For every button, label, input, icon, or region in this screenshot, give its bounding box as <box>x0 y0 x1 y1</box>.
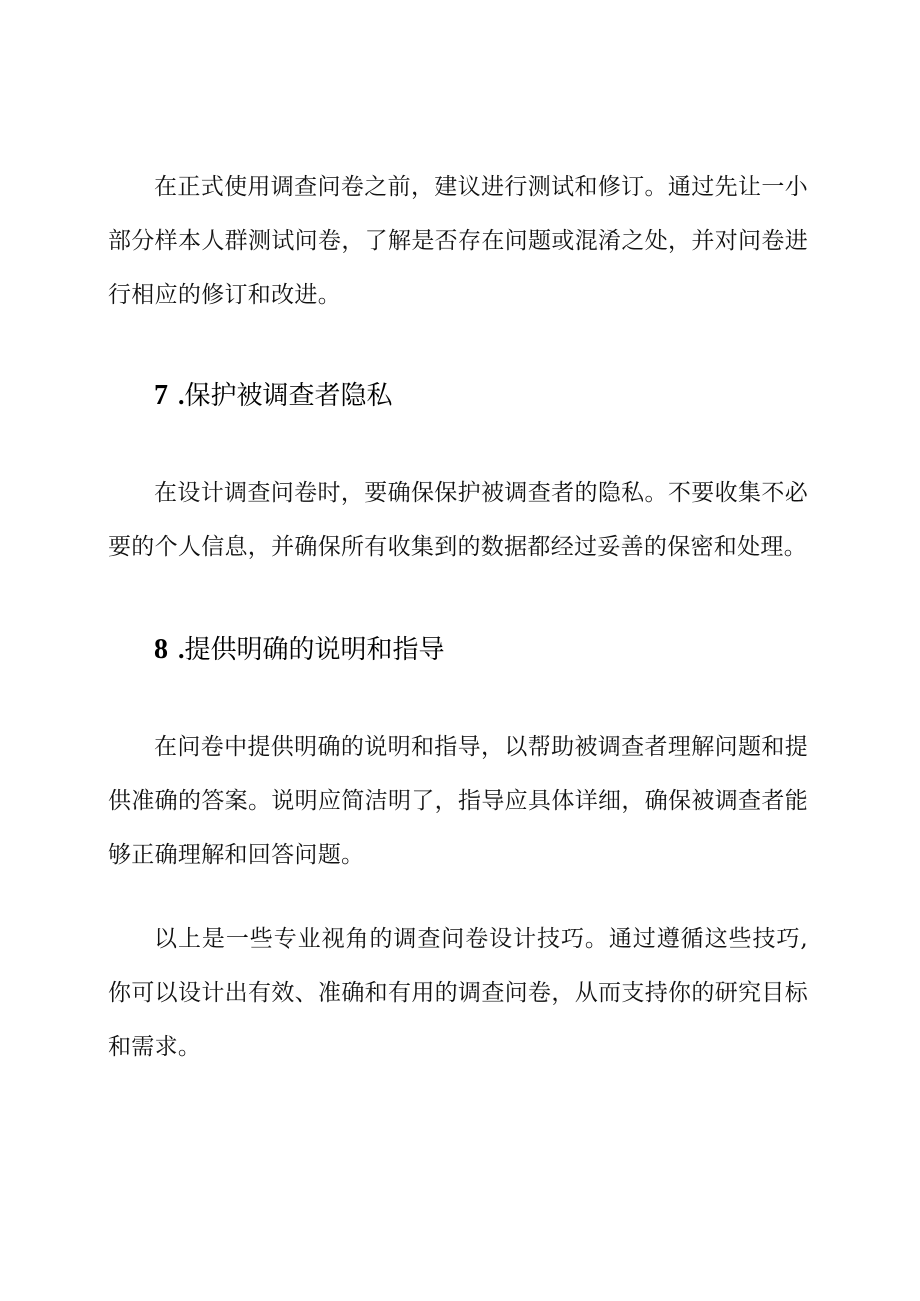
section-7-title: 保护被调查者隐私 <box>184 381 393 411</box>
paragraph-conclusion: 以上是一些专业视角的调查问卷设计技巧。通过遵循这些技巧,你可以设计出有效、准确和有用的调查问卷，从而支持你的研究目标和需求。 <box>108 926 808 1060</box>
section-8-heading <box>108 630 808 670</box>
section-7-number: 7 <box>154 380 168 411</box>
section-8-number: 8 <box>154 634 168 665</box>
paragraph-testing-block <box>108 160 808 322</box>
section-8-separator: . <box>178 635 185 664</box>
section-7-heading-block <box>108 376 808 416</box>
paragraph-instructions-block <box>108 720 808 882</box>
paragraph-instructions: 在问卷中提供明确的说明和指导，以帮助被调查者理解问题和提供准确的答案。说明应简洁明了，指导应具体详细，确保被调查者能够正确理解和回答问题。 <box>108 734 808 868</box>
section-8-title: 提供明确的说明和指导 <box>184 635 445 665</box>
section-7-heading <box>108 376 808 416</box>
section-7-separator: . <box>178 381 185 410</box>
paragraph-conclusion-block <box>108 912 808 1074</box>
paragraph-testing: 在正式使用调查问卷之前，建议进行测试和修订。通过先让一小部分样本人群测试问卷，了解是否存在问题或混淆之处，并对问卷进行相应的修订和改进。 <box>108 174 808 308</box>
paragraph-privacy-block <box>108 466 808 574</box>
paragraph-privacy: 在设计调查问卷时，要确保保护被调查者的隐私。不要收集不必要的个人信息，并确保所有收集到的数据都经过妥善的保密和处理。 <box>108 480 808 560</box>
section-8-heading-block <box>108 630 808 670</box>
